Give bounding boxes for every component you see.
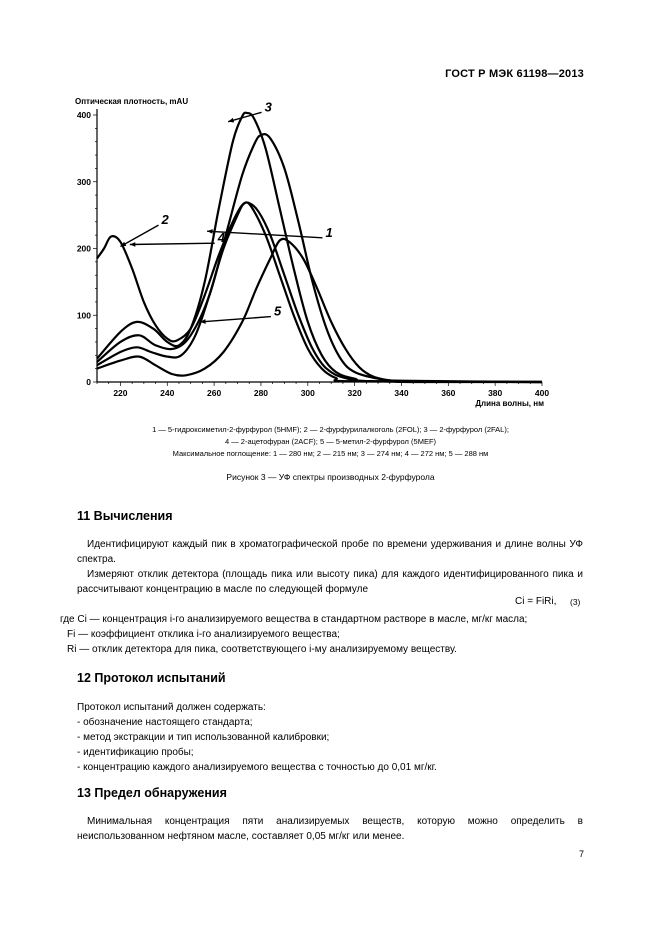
definition-ci: где Ci — концентрация i-го анализируемого вещества в стандартном растворе в масле, мг/кг масла; xyxy=(60,614,528,625)
formula-definitions xyxy=(60,612,527,657)
series-line-3 xyxy=(97,113,542,382)
x-tick-label: 300 xyxy=(300,388,315,398)
equation-number: (3) xyxy=(570,597,581,607)
x-tick-label: 260 xyxy=(207,388,222,398)
standard-header: ГОСТ Р МЭК 61198—2013 xyxy=(445,68,584,80)
leader-arrow-1 xyxy=(207,229,213,234)
list-item: - метод экстракции и тип использованной калибровки; xyxy=(77,732,330,743)
section-12-list xyxy=(77,700,437,775)
section-11-paragraph-2: Измеряют отклик детектора (площадь пика или высоту пика) для каждого идентифицированного пика и рассчитывают концентрацию в масле по следующей формуле xyxy=(77,569,583,595)
x-tick-label: 240 xyxy=(160,388,175,398)
figure-title: Рисунок 3 — УФ спектры производных 2-фурфурола xyxy=(226,472,435,482)
series-line-1 xyxy=(97,134,542,382)
y-tick-label: 200 xyxy=(76,243,91,254)
leader-line-4 xyxy=(130,243,215,244)
formula: Ci = FiRi, xyxy=(515,596,557,607)
x-tick-label: 280 xyxy=(253,388,269,398)
curve-label-4: 4 xyxy=(217,230,225,246)
list-item: - концентрацию каждого анализируемого вещества с точностью до 0,01 мг/кг. xyxy=(77,762,437,773)
list-item: - обозначение настоящего стандарта; xyxy=(77,717,253,728)
leader-line-2 xyxy=(120,225,158,246)
y-axis-label: Оптическая плотность, mAU xyxy=(75,97,189,106)
section-13-heading: 13 Предел обнаружения xyxy=(77,786,227,800)
figure-legend-line-1: 1 — 5-гидроксиметил-2-фурфурол (5HMF); 2 — 2-фурфурилалкоголь (2FOL); 3 — 2-фурфурол (2FAL); xyxy=(152,425,509,434)
y-tick-label: 100 xyxy=(76,310,91,321)
y-tick-label: 400 xyxy=(76,110,91,120)
y-tick-label: 0 xyxy=(86,377,91,387)
leader-line-5 xyxy=(200,317,271,322)
curve-label-5: 5 xyxy=(273,303,282,319)
section-11-text xyxy=(77,537,583,597)
curve-label-2: 2 xyxy=(161,212,169,228)
figure-max-absorption: Максимальное поглощение: 1 — 280 нм; 2 — 215 нм; 3 — 274 нм; 4 — 272 нм; 5 — 288 нм xyxy=(172,449,489,458)
x-tick-label: 340 xyxy=(394,388,409,398)
section-11-paragraph-1: Идентифицируют каждый пик в хроматографической пробе по времени удерживания и длине волны УФ спектра. xyxy=(77,539,583,565)
x-axis-label: Длина волны, нм xyxy=(475,399,544,408)
x-tick-label: 400 xyxy=(534,388,550,398)
curve-label-1: 1 xyxy=(325,224,333,240)
x-tick-label: 320 xyxy=(347,388,362,398)
section-13-paragraph: Минимальная концентрация пяти анализируемых веществ, которую можно определить в неиспользованном нефтяном масле, составляет 0,05 мг/кг или менее. xyxy=(77,816,583,842)
figure-legend-line-2: 4 — 2-ацетофуран (2ACF); 5 — 5-метил-2-фурфурол (5MEF) xyxy=(224,437,437,446)
definition-ri: Ri — отклик детектора для пика, соответствующего i-му анализируемому веществу. xyxy=(67,644,457,655)
section-13-text xyxy=(77,814,583,844)
list-item: - идентификацию пробы; xyxy=(77,747,194,758)
section-11-heading: 11 Вычисления xyxy=(77,509,173,523)
page-number: 7 xyxy=(578,849,584,859)
definition-fi: Fi — коэффициент отклика i-го анализируемого вещества; xyxy=(67,629,340,640)
y-tick-label: 300 xyxy=(76,176,91,187)
x-tick-label: 360 xyxy=(441,388,456,398)
section-12-heading: 12 Протокол испытаний xyxy=(77,671,226,685)
uv-spectra-chart xyxy=(60,90,560,415)
leader-arrow-4 xyxy=(130,242,136,247)
section-12-intro: Протокол испытаний должен содержать: xyxy=(77,702,266,713)
x-tick-label: 380 xyxy=(488,388,503,398)
leader-arrow-3 xyxy=(228,118,234,123)
x-tick-label: 220 xyxy=(113,388,128,398)
curve-label-3: 3 xyxy=(264,99,272,115)
